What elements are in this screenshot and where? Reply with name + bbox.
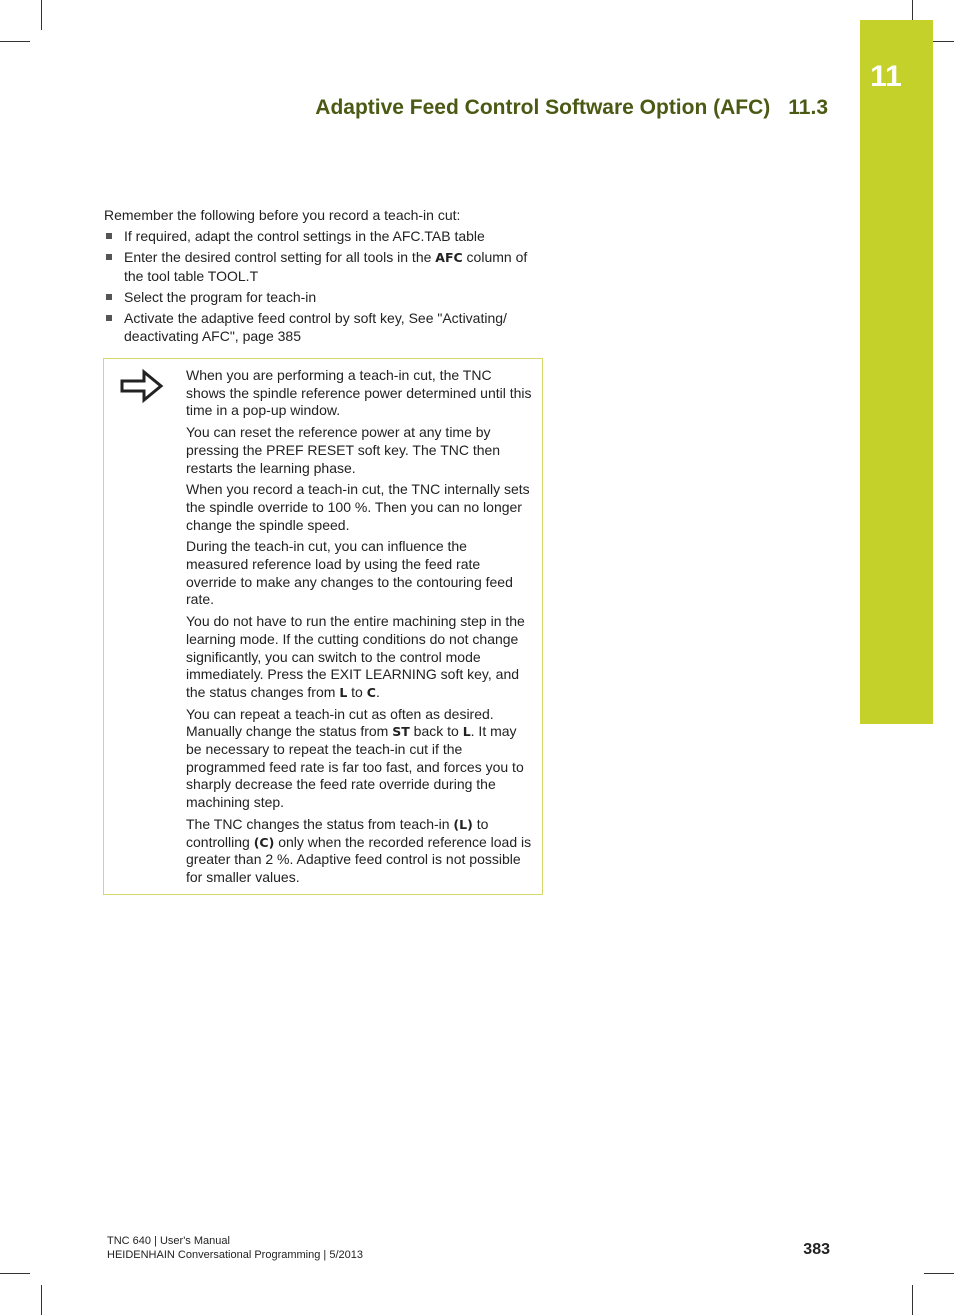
note-text-run: The TNC changes the status from teach-in bbox=[186, 815, 454, 832]
status-code: L bbox=[339, 684, 348, 700]
crop-mark bbox=[912, 1285, 913, 1315]
bullet-square-icon bbox=[106, 294, 112, 300]
bullet-list bbox=[104, 227, 544, 348]
note-text-run: . It may be necessary to repeat the teach-in cut if the programmed feed rate is far too fast, and forces you to sharply decrease the feed rate override during the machining step. bbox=[186, 723, 524, 811]
note-paragraph bbox=[186, 816, 532, 887]
list-item bbox=[104, 227, 544, 245]
list-item bbox=[104, 309, 544, 345]
status-code: C bbox=[366, 684, 376, 700]
crop-mark bbox=[0, 1273, 30, 1274]
arrow-right-icon bbox=[120, 369, 164, 408]
status-code: (L) bbox=[453, 816, 473, 832]
note-paragraph bbox=[186, 613, 532, 702]
note-text-run: You do not have to run the entire machining step in the learning mode. If the cutting conditions do not change significantly, you can switch to the control mode immediately. Press the EXIT LEARNING soft key, and the status changes from bbox=[186, 613, 525, 700]
crop-mark bbox=[41, 1285, 42, 1315]
list-item bbox=[104, 248, 544, 285]
status-code: (C) bbox=[253, 834, 275, 850]
footer-line: HEIDENHAIN Conversational Programming | 5/2013 bbox=[107, 1249, 363, 1261]
note-text-run: to bbox=[347, 683, 367, 700]
bullet-text: Enter the desired control setting for all tools in the bbox=[124, 249, 436, 265]
bullet-text: column of the tool table TOOL.T bbox=[124, 249, 528, 284]
status-code: L bbox=[462, 724, 471, 740]
bullet-square-icon bbox=[106, 233, 112, 239]
bullet-square-icon bbox=[106, 254, 112, 260]
crop-mark bbox=[41, 0, 42, 30]
bullet-text: If required, adapt the control settings in the AFC.TAB table bbox=[124, 228, 485, 244]
note-text bbox=[186, 367, 532, 891]
status-code: ST bbox=[392, 724, 410, 740]
note-paragraph: When you are performing a teach-in cut, the TNC shows the spindle reference power determined until this time in a pop-up window. bbox=[186, 367, 532, 419]
running-header bbox=[315, 96, 828, 120]
note-paragraph: During the teach-in cut, you can influence the measured reference load by using the feed rate override to make any changes to the contouring feed rate. bbox=[186, 538, 513, 608]
bullet-text-link[interactable]: Activate the adaptive feed control by soft key, See "Activating/ deactivating AFC", page 385 bbox=[124, 310, 507, 344]
header-title: Adaptive Feed Control Software Option (AFC) bbox=[315, 96, 771, 119]
note-text-run: back to bbox=[409, 723, 463, 740]
header-section-number: 11.3 bbox=[788, 96, 828, 119]
note-paragraph: When you record a teach-in cut, the TNC internally sets the spindle override to 100 %. Then you can no longer change the spindle speed. bbox=[186, 481, 530, 533]
crop-mark bbox=[924, 1273, 954, 1274]
note-paragraph bbox=[186, 706, 532, 812]
chapter-tab bbox=[860, 20, 933, 724]
bullet-bold-term: AFC bbox=[435, 250, 463, 265]
note-text-run: only when the recorded reference load is greater than 2 %. Adaptive feed control is not possible for smaller values. bbox=[186, 833, 532, 885]
footer-line: TNC 640 | User's Manual bbox=[107, 1235, 230, 1247]
crop-mark bbox=[0, 41, 30, 42]
note-text-run: You can repeat a teach-in cut as often as desired. Manually change the status from bbox=[186, 705, 494, 740]
bullet-text: Select the program for teach-in bbox=[124, 289, 317, 305]
footer bbox=[107, 1234, 363, 1262]
page-number: 383 bbox=[803, 1241, 830, 1258]
bullet-square-icon bbox=[106, 315, 112, 321]
list-item bbox=[104, 288, 544, 306]
note-paragraph: You can reset the reference power at any time by pressing the PREF RESET soft key. The TNC then restarts the learning phase. bbox=[186, 424, 501, 476]
note-text-run: . bbox=[375, 683, 380, 700]
note-box bbox=[103, 358, 543, 895]
chapter-number: 11 bbox=[870, 60, 902, 93]
intro-text: Remember the following before you record a teach-in cut: bbox=[104, 207, 461, 223]
note-text-run: to controlling bbox=[186, 815, 489, 850]
